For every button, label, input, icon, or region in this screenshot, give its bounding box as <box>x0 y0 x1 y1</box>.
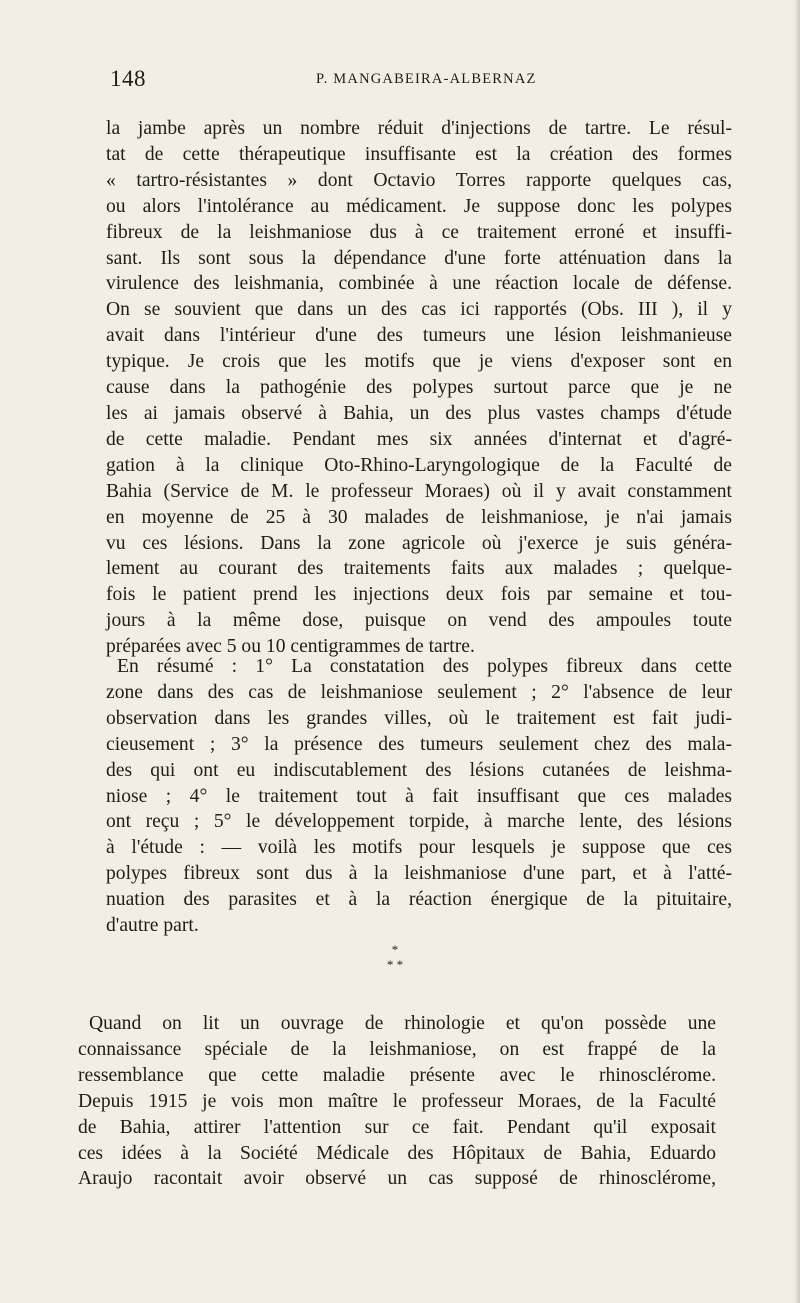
text-line: fois le patient prend les injections deux fois par semaine et tou- <box>106 584 732 606</box>
text-line: Quand on lit un ouvrage de rhinologie et qu'on possède une <box>89 1013 716 1034</box>
text-line: Araujo racontait avoir observé un cas supposé de rhinosclérome, <box>78 1168 716 1190</box>
page-header <box>108 66 732 96</box>
separator-star-top: * <box>391 942 399 957</box>
text-line: ou alors l'intolérance au médicament. Je suppose donc les polypes <box>106 195 732 217</box>
text-line: des qui ont eu indiscutablement des lésions cutanées de leishma- <box>106 759 732 781</box>
text-line: connaissance spéciale de la leishmaniose, on est frappé de la <box>78 1038 716 1060</box>
text-line: cause dans la pathogénie des polypes surtout parce que je ne <box>106 377 732 399</box>
text-line: préparées avec 5 ou 10 centigrammes de tartre. <box>106 636 475 658</box>
text-line: de Bahia, attirer l'attention sur ce fait. Pendant qu'il exposait <box>78 1116 716 1138</box>
separator-stars-bottom: * * <box>386 957 404 972</box>
text-line: ressemblance que cette maladie présente avec le rhinosclérome. <box>78 1064 716 1086</box>
text-line: la jambe après un nombre réduit d'injections de tartre. Le résul- <box>106 118 732 139</box>
text-line: ont reçu ; 5° le développement torpide, à marche lente, des lésions <box>106 811 732 833</box>
text-line: cieusement ; 3° la présence des tumeurs seulement chez des mala- <box>106 733 732 755</box>
text-line: les ai jamais observé à Bahia, un des plus vastes champs d'étude <box>106 402 732 424</box>
text-line: observation dans les grandes villes, où le traitement est fait judi- <box>106 707 732 729</box>
text-line: sant. Ils sont sous la dépendance d'une forte atténuation dans la <box>106 247 732 269</box>
paragraph-3 <box>78 1011 716 1192</box>
text-line: gation à la clinique Oto-Rhino-Laryngologique de la Faculté de <box>106 454 732 476</box>
text-line: niose ; 4° le traitement tout à fait insuffisant que ces malades <box>106 785 732 807</box>
text-line: à l'étude : — voilà les motifs pour lesquels je suppose que ces <box>106 837 732 859</box>
text-line: vu ces lésions. Dans la zone agricole où j'exerce je suis généra- <box>106 532 732 554</box>
text-line: Depuis 1915 je vois mon maître le professeur Moraes, de la Faculté <box>78 1090 716 1112</box>
text-line: On se souvient que dans un des cas ici rapportés (Obs. III ), il y <box>106 299 732 321</box>
text-line: ces idées à la Société Médicale des Hôpitaux de Bahia, Eduardo <box>78 1142 716 1164</box>
page-edge <box>794 0 800 1303</box>
text-line: de cette maladie. Pendant mes six années d'internat et d'agré- <box>106 428 732 450</box>
text-line: virulence des leishmania, combinée à une réaction locale de défense. <box>106 273 732 295</box>
text-line: avait dans l'intérieur d'une des tumeurs une lésion leishmanieuse <box>106 325 732 347</box>
text-line: en moyenne de 25 à 30 malades de leishmaniose, je n'ai jamais <box>106 506 732 528</box>
text-line: En résumé : 1° La constatation des polypes fibreux dans cette <box>117 656 732 677</box>
page-number: 148 <box>110 66 146 91</box>
text-line: tat de cette thérapeutique insuffisante est la création des formes <box>106 143 732 165</box>
text-line: zone dans des cas de leishmaniose seulement ; 2° l'absence de leur <box>106 681 732 703</box>
text-line: nuation des parasites et à la réaction énergique de la pituitaire, <box>106 889 732 911</box>
text-line: fibreux de la leishmaniose dus à ce traitement erroné et insuffi- <box>106 221 732 243</box>
paragraph-2 <box>106 654 732 939</box>
text-line: d'autre part. <box>106 915 199 937</box>
text-line: polypes fibreux sont dus à la leishmaniose d'une part, et à l'atté- <box>106 863 732 885</box>
paragraph-1 <box>106 116 732 660</box>
text-line: Bahia (Service de M. le professeur Moraes) où il y avait constamment <box>106 480 732 502</box>
text-line: « tartro-résistantes » dont Octavio Torres rapporte quelques cas, <box>106 169 732 191</box>
text-line: typique. Je crois que les motifs que je viens d'exposer sont en <box>106 351 732 373</box>
running-head: P. MANGABEIRA-ALBERNAZ <box>316 71 537 87</box>
text-line: lement au courant des traitements faits aux malades ; quelque- <box>106 558 732 580</box>
section-separator <box>380 942 410 972</box>
text-line: jours à la même dose, puisque on vend des ampoules toute <box>106 610 732 632</box>
